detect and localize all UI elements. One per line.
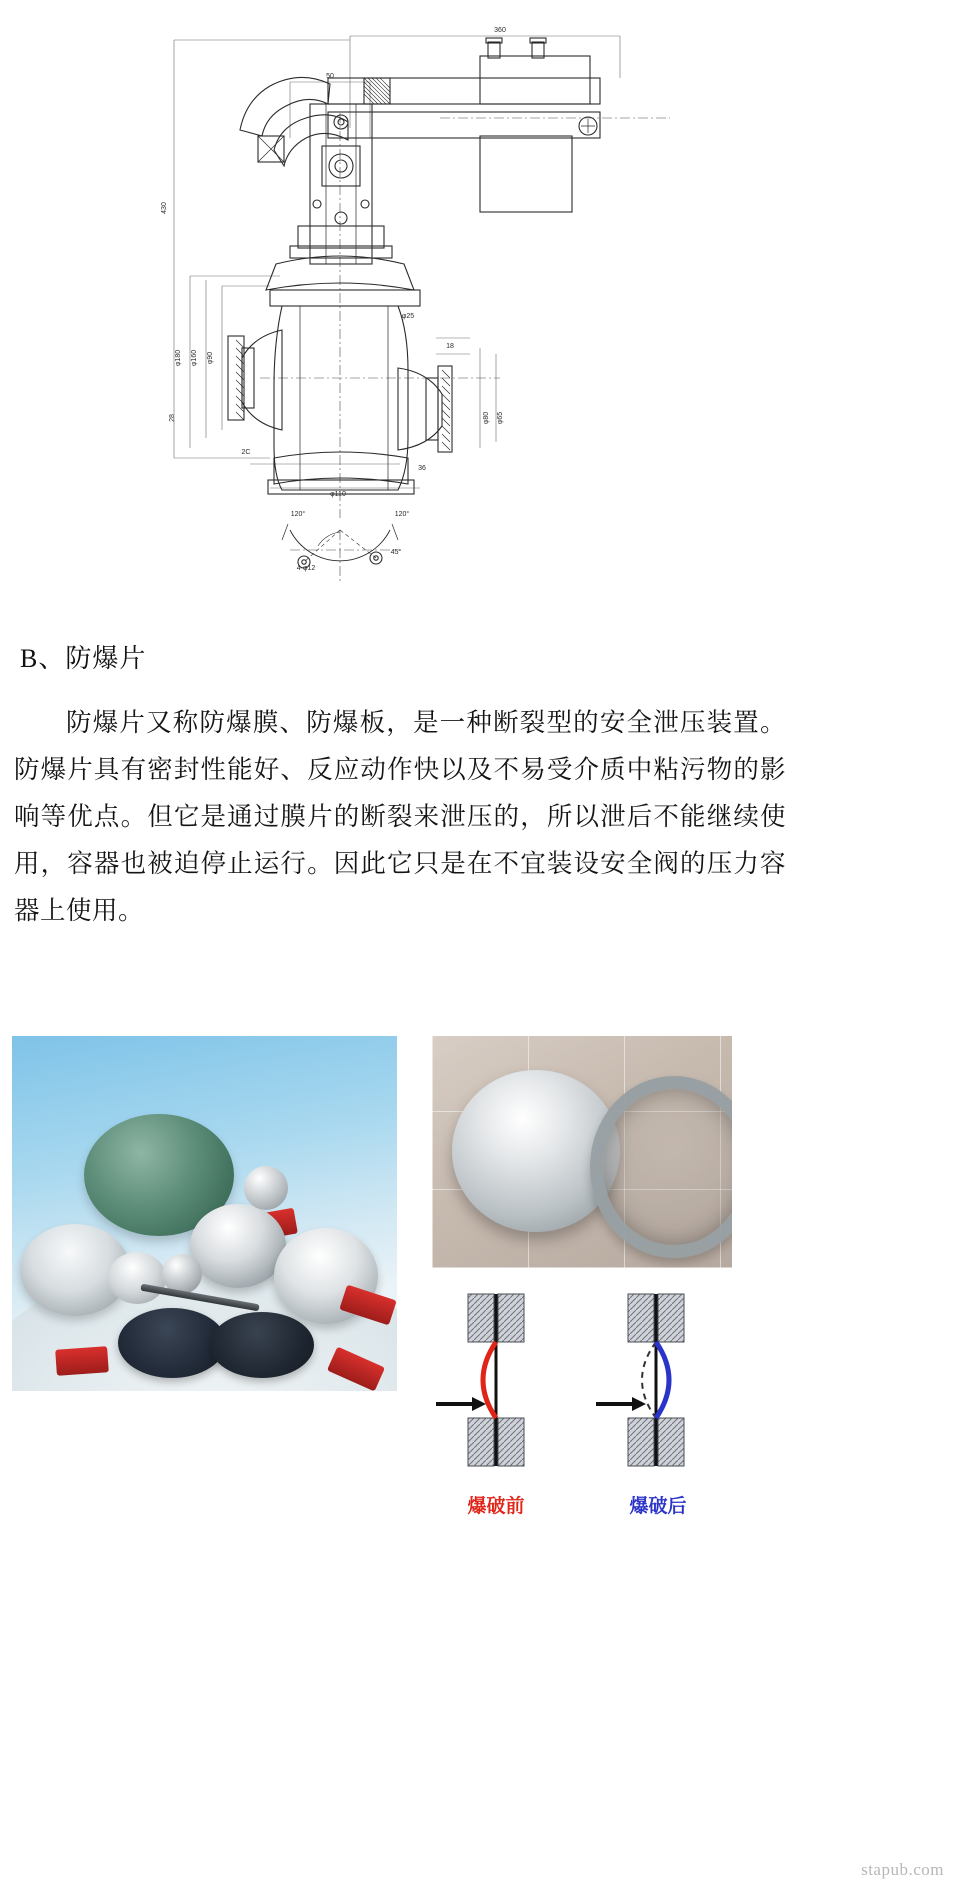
- diagram-before: [436, 1294, 525, 1517]
- diagram-after: [596, 1294, 687, 1517]
- site-watermark: stapub.com: [861, 1860, 944, 1879]
- silver-disc-1: [190, 1204, 286, 1288]
- dim-bolt-note: 2C: [241, 449, 251, 456]
- dim-left-2: φ160: [191, 349, 198, 367]
- burst-disc-sample-photo: [432, 1036, 732, 1268]
- dim-bottom-center: φ110: [330, 491, 346, 498]
- metal-ball-1: [244, 1166, 288, 1210]
- technical-drawing: [150, 18, 810, 588]
- dim-bottom-right: 36: [418, 465, 426, 472]
- rupture-disc-assortment-photo: [12, 1036, 397, 1391]
- dim-right-1: φ80: [483, 411, 490, 425]
- dim-hole-note: 4-φ12: [296, 565, 316, 572]
- dim-overall-height: 430: [161, 202, 168, 214]
- red-tag: [55, 1346, 109, 1376]
- dim-right-small: 18: [446, 343, 454, 350]
- dim-lower-left: 28: [169, 414, 176, 422]
- label-after: 爆破后: [629, 1496, 687, 1517]
- dim-angle-left: 120°: [290, 511, 306, 518]
- label-before: 爆破前: [467, 1496, 525, 1517]
- dim-right-2: φ65: [497, 411, 504, 425]
- section-paragraph: 防爆片又称防爆膜、防爆板，是一种断裂型的安全泄压装置。防爆片具有密封性能好、反应动作快以及不易受介质中粘污物的影响等优点。但它是通过膜片的断裂来泄压的，所以泄后不能继续使用，容器也被迫停止运行。因此它只是在不宜装设安全阀的压力容器上使用。: [14, 709, 786, 925]
- dim-left-3: φ90: [207, 351, 214, 365]
- dark-disc-2: [210, 1312, 314, 1378]
- dim-angle-right: 120°: [394, 511, 410, 518]
- dim-angle-bottom: 45°: [390, 549, 402, 556]
- dim-left-1: φ180: [175, 349, 182, 367]
- burst-schematic-diagram: [432, 1280, 732, 1540]
- silver-dome-small: [108, 1252, 166, 1304]
- dim-overall-width: 360: [494, 27, 506, 34]
- dim-flange-mark: φ25: [401, 313, 415, 320]
- dim-top-small: 50: [326, 73, 334, 80]
- section-heading: B、防爆片: [20, 644, 147, 673]
